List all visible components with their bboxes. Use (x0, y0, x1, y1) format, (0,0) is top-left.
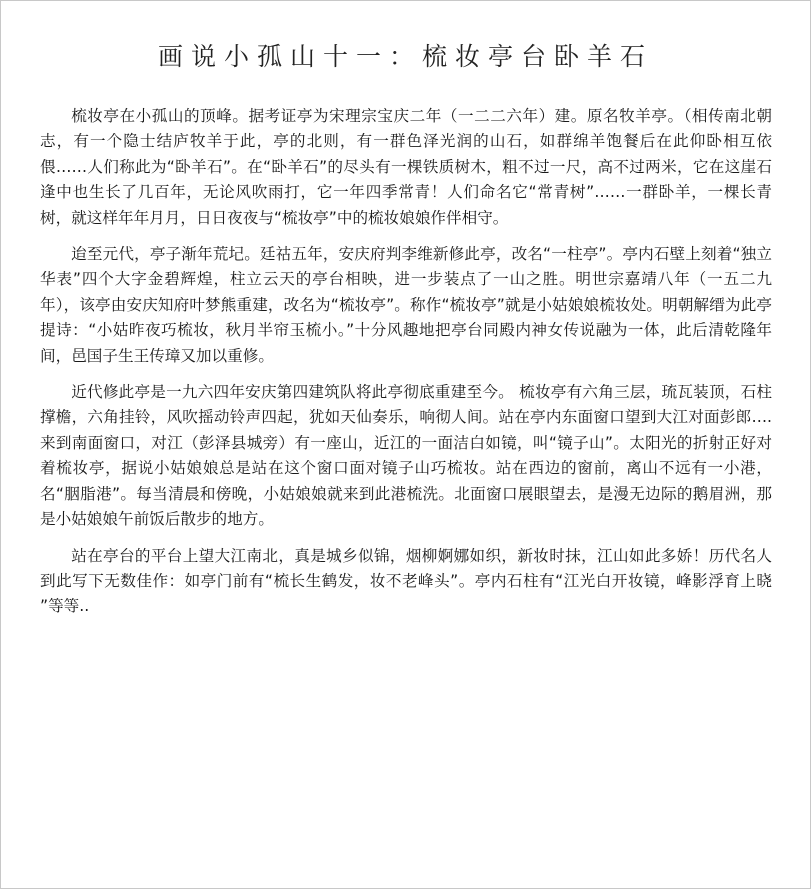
paragraph-1: 梳妆亭在小孤山的顶峰。据考证亭为宋理宗宝庆二年（一二二六年）建。原名牧羊亭。（相传南北朝志，有一个隐士结庐牧羊于此，亭的北则，有一群色泽光润的山石，如群绵羊饱餐后在此仰卧相互依偎……人们称此为“卧羊石”。在“卧羊石”的尽头有一棵铁质树木，粗不过一尺，高不过两米，它在这崖石逢中也生长了几百年，无论风吹雨打，它一年四季常青！人们命名它“常青树”……一群卧羊，一棵长青树，就这样年年月月，日日夜夜与“梳妆亭”中的梳妆娘娘作伴相守。 (40, 107, 772, 227)
paragraph-3: 近代修此亭是一九六四年安庆第四建筑队将此亭彻底重建至今。 梳妆亭有六角三层，琉瓦装顶，石柱撑檐，六角挂铃，风吹摇动铃声四起，犹如天仙奏乐，响彻人间。站在亭内东面窗口望到大江对面彭郎….来到南面窗口，对江（彭泽县城旁）有一座山，近江的一面洁白如镜，叫“镜子山”。太阳光的折射正好对着梳妆亭，据说小姑娘娘总是站在这个窗口面对镜子山巧梳妆。站在西边的窗前，离山不远有一小港，名“胭脂港”。每当清晨和傍晚，小姑娘娘就来到此港梳洗。北面窗口展眼望去，是漫无边际的鹅眉洲，那是小姑娘娘午前饭后散步的地方。 (40, 383, 772, 529)
paragraph-2: 迨至元代，亭子渐年荒圮。廷祜五年，安庆府判李维新修此亭，改名“一柱亭”。亭内石壁上刻着“独立华表”四个大字金碧辉煌，柱立云天的亭台相映，进一步装点了一山之胜。明世宗嘉靖八年（一五二九年），该亭由安庆知府叶梦熊重建，改名为“梳妆亭”。称作“梳妆亭”就是小姑娘娘梳妆处。明朝解缙为此亭提诗：“小姑昨夜巧梳妆，秋月半帘玉梳小。”十分风趣地把亭台同殿内神女传说融为一体，此后清乾隆年间，邑国子生王传璋又加以重修。 (40, 245, 772, 365)
paragraph-4: 站在亭台的平台上望大江南北，真是城乡似锦，烟柳婀娜如织，新妆时抹，江山如此多娇！历代名人到此写下无数佳作：如亭门前有“梳长生鹤发，妆不老峰头”。亭内石柱有“江光白开妆镜，峰影浮育上晓 ”等等.. (40, 546, 772, 616)
article-body (40, 104, 772, 631)
document-title: 画说小孤山十一：梳妆亭台卧羊石 (157, 42, 653, 71)
